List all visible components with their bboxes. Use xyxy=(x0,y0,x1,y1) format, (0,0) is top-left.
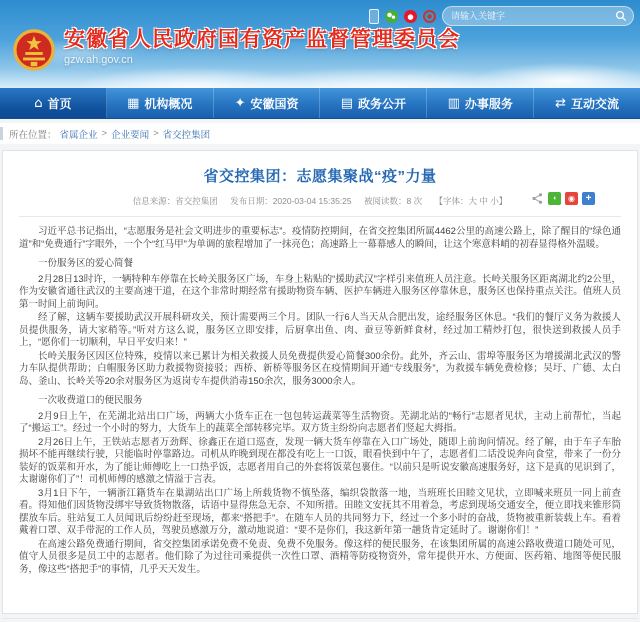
wechat-share-icon[interactable] xyxy=(548,192,561,205)
meta-font-size-control[interactable]: 【字体：大 中 小】 xyxy=(434,196,508,206)
meta-source: 信息来源：省交控集团 xyxy=(132,196,218,206)
site-url: gzw.ah.gov.cn xyxy=(64,54,133,66)
home-icon xyxy=(34,97,42,110)
bottom-divider xyxy=(2,618,638,619)
site-identity xyxy=(64,27,460,66)
more-share-icon[interactable] xyxy=(582,192,595,205)
topbar xyxy=(369,6,634,26)
nav-item[interactable] xyxy=(107,88,214,118)
mobile-icon[interactable] xyxy=(369,9,379,24)
breadcrumb-prefix: 所在位置： xyxy=(9,129,57,141)
nav-item[interactable] xyxy=(427,88,534,118)
nav-item-label: 安徽国资 xyxy=(250,96,299,111)
weibo-icon[interactable] xyxy=(404,10,417,23)
breadcrumb-link-news[interactable]: 企业要闻 xyxy=(111,129,150,141)
breadcrumb-link-enterprises[interactable]: 省属企业 xyxy=(59,129,98,141)
nav-item[interactable] xyxy=(0,88,107,118)
national-emblem-logo xyxy=(12,27,56,75)
article-body xyxy=(19,217,621,576)
share-group xyxy=(531,192,595,205)
exchange-icon xyxy=(555,97,566,110)
site-banner xyxy=(0,0,640,88)
document-icon xyxy=(341,97,353,110)
article-title: 省交控集团：志愿集聚战“疫”力量 xyxy=(203,168,437,185)
article-paragraph: 经了解，这辆车要援助武汉开展科研攻关，预计需要两三个月。团队一行6人当天从合肥出发，途经服务区休息。“我们的餐厅义务为救援人员提供服务，请大家稍等。”听对方这么说，服务区立即安排，后厨拿出鱼、肉、蚕豆等新鲜食材，经过加工精炒打包，很快送到救援人员手上，“愿你们一切顺利，早日平安归来！” xyxy=(19,312,621,348)
search-input[interactable] xyxy=(449,10,615,22)
article-meta xyxy=(19,195,621,217)
article-paragraph: 习近平总书记指出，“志愿服务是社会文明进步的重要标志”。疫情防控期间，在省交控集团所属4462公里的高速公路上，除了醒目的“绿色通道”和“免费通行”字眼外，一个个“红马甲”为单调的旅程增加了一抹亮色；高速路上一幕幕感人的瞬间，让这个寒意料峭的初春显得格外温暖。 xyxy=(19,226,621,250)
nav-item-label: 办事服务 xyxy=(464,96,513,111)
article-paragraph: 2月26日上午，王铁站志愿者万劲辉、徐鑫正在道口巡查，发现一辆大货车停靠在入口广场处，随即上前询问情况。经了解，由于车子车胎损坏不能再继续行驶，只能临时停靠路边。司机从昨晚到现在都没有吃上一口饭，眼看快到中午了，志愿者们二话没说奔向食堂，带来了一份分装好的饭菜和开水，为了能让师傅吃上一口热乎饭，志愿者用自己的外套将饭菜包裹住。“以前只是听说安徽高速服务好，这下是真的见识到了，太谢谢你们了”！司机师傅的感激之情溢于言表。 xyxy=(19,436,621,485)
search-box xyxy=(442,6,634,26)
meta-date: 发布日期：2020-03-04 15:35:25 xyxy=(230,196,352,206)
breadcrumb-separator: > xyxy=(153,128,159,139)
service-icon xyxy=(448,97,460,110)
nav-item-label: 互动交流 xyxy=(571,96,620,111)
article-paragraph: 长岭关服务区因区位特殊，疫情以来已累计为相关救援人员免费提供爱心简餐300余份。此外，齐云山、雷埠等服务区为增援湖北武汉的警力车队提供帮助；白帽服务区助力救援物资接驳；西桥、新桥等服务区在疫情期间开通“专线服务”，为救援车辆免费检修；吴圩、广德、太白岛、釜山、长岭关等20余对服务区为返岗专车提供消毒150余次，服务3000余人。 xyxy=(19,350,621,387)
breadcrumb-link-group[interactable]: 省交控集团 xyxy=(162,129,211,141)
site-title: 安徽省人民政府国有资产监督管理委员会 xyxy=(64,28,460,51)
nav-item[interactable] xyxy=(214,88,321,118)
article-paragraph: 2月28日13时许，一辆特种车停靠在长岭关服务区广场，车身上粘贴的“援助武汉”字样引来值班人员注意。长岭关服务区距离湖北约2公里，作为安徽省通往武汉的主要高速干道，在这个非常时期经常有援助物资车辆、医护车辆进入服务区停靠休息，服务区也保持重点关注。值班人员第一时间上前询问。 xyxy=(19,273,621,310)
article-paragraph: 2月9日上午，在芜湖北站出口广场，两辆大小货车正在一包包转运蔬菜等生活物资。芜湖北站的“畅行”志愿者见状，主动上前帮忙，当起了“搬运工”。经过一个小时的努力，大货车上的蔬菜全部转移完毕。双方货主纷纷向志愿者们竖起大拇指。 xyxy=(19,410,621,434)
article-paragraph: 在高速公路免费通行期间，省交控集团承诺免费不免责、免费不免服务。像这样的便民服务，在该集团所属的高速公路收费道口随处可见，值守人员很多是员工中的志愿者。他们除了为过往司乘提供一次性口罩、酒精等防疫物资外，常年提供开水、方便面、医药箱、地图等便民服务，像这些“搭把手”的事情，几乎天天发生。 xyxy=(19,538,621,575)
article-paragraph: 3月1日下午，一辆浙江籍货车在巢湖站出口广场上所载货物不慎坠落，编织袋散落一地，当班班长田睦文见状，立即喊来班员一同上前查看。得知他们因货物没绑牢导致货物散落，话语中显得焦急无奈、不知所措。田睦文安抚其不用着急，考虑到现场交通安全，便立即找来锥形筒摆放车后。驻站复工人员闻讯后纷纷赶至现场，都来“搭把手”。在随车人员的共同努力下，经过一个多小时的奋战，货物被重新装载上车。看着戴着口罩、双手带泥的工作人员，驾驶员感激万分，激动地说道：“要不是你们，我这新年第一趟货肯定延时了。谢谢你们！” xyxy=(19,487,621,536)
main-nav xyxy=(0,88,640,119)
share-icon[interactable] xyxy=(531,192,544,205)
breadcrumb-separator: > xyxy=(101,128,108,139)
nav-item[interactable] xyxy=(534,88,640,118)
anhui-map-icon xyxy=(235,97,246,110)
breadcrumb-edge-mark xyxy=(0,127,3,140)
article-paragraph: 一次收费道口的便民服务 xyxy=(38,395,143,406)
gov-seal-icon[interactable] xyxy=(423,10,436,23)
article-container xyxy=(2,150,638,614)
wechat-icon[interactable] xyxy=(385,10,398,23)
nav-item-label: 政务公开 xyxy=(358,96,407,111)
weibo-share-icon[interactable] xyxy=(565,192,578,205)
nav-item-label: 机构概况 xyxy=(144,96,193,111)
search-icon[interactable] xyxy=(615,10,627,22)
breadcrumb xyxy=(0,123,640,144)
article-paragraph: 一份服务区的爱心简餐 xyxy=(38,258,134,269)
nav-item-label: 首页 xyxy=(47,96,72,111)
nav-item[interactable] xyxy=(320,88,427,118)
meta-views: 被阅读数：8 次 xyxy=(364,196,423,206)
site-logo-row xyxy=(12,27,460,75)
building-icon xyxy=(127,97,139,110)
